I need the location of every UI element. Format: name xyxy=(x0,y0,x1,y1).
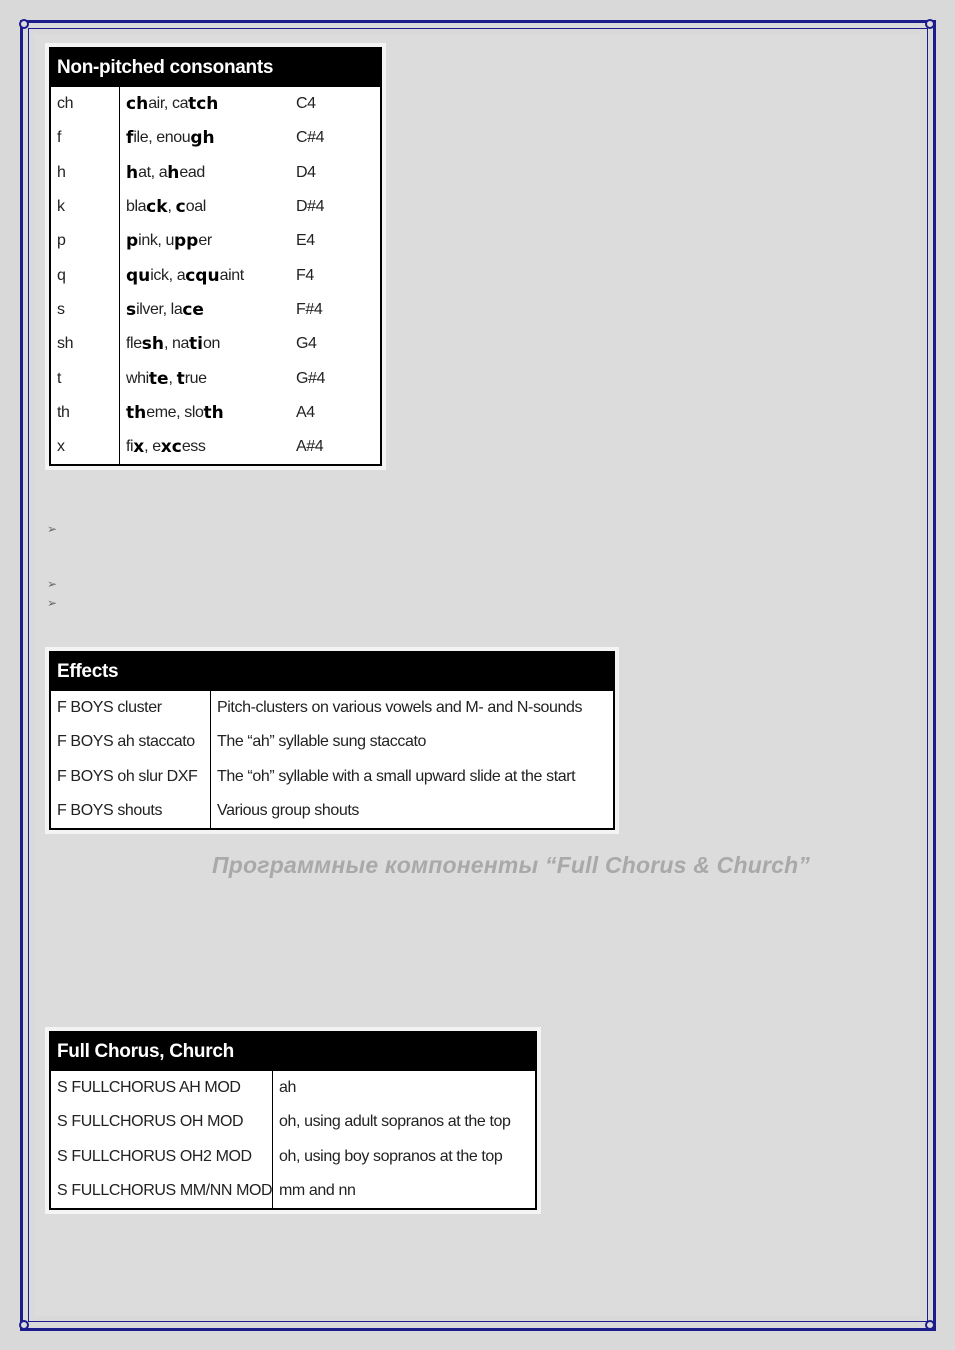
effect-description: The “ah” syllable sung staccato xyxy=(217,733,427,751)
consonant-example-highlight: qu xyxy=(126,265,151,286)
consonant-example-highlight: p xyxy=(126,231,139,252)
consonant-example-highlight: c xyxy=(175,197,186,218)
consonant-symbol: h xyxy=(57,163,66,181)
consonant-example-column xyxy=(120,87,290,464)
consonant-example-highlight: ck xyxy=(146,197,168,218)
consonant-example xyxy=(120,327,290,361)
consonant-note-column xyxy=(290,87,380,464)
effects-table-title: Effects xyxy=(51,653,613,691)
consonant-example-highlight: xc xyxy=(160,437,182,458)
chorus-table-title: Full Chorus, Church xyxy=(51,1033,535,1071)
frame-corner-ornament xyxy=(19,19,29,29)
consonant-example-text: at, a xyxy=(138,163,168,181)
consonant-example-highlight: ch xyxy=(126,94,149,115)
chorus-table xyxy=(49,1031,537,1210)
effects-table-body xyxy=(51,691,613,828)
consonant-symbol: x xyxy=(57,438,65,456)
chorus-patch-description: oh, using adult sopranos at the top xyxy=(279,1113,511,1131)
chorus-patch-description: ah xyxy=(279,1079,296,1097)
effect-description: Various group shouts xyxy=(217,802,360,820)
consonant-example xyxy=(120,361,290,395)
consonant-example-highlight: sh xyxy=(141,334,164,355)
consonant-note: G4 xyxy=(296,335,317,353)
consonant-symbol: ch xyxy=(57,95,74,113)
consonant-example xyxy=(120,258,290,292)
consonant-note: F4 xyxy=(296,266,314,284)
consonant-note: G#4 xyxy=(296,369,326,387)
consonant-example-text: eme, slo xyxy=(146,403,204,421)
consonants-table-title: Non-pitched consonants xyxy=(51,49,380,87)
consonant-example-highlight: f xyxy=(126,128,134,149)
consonant-symbol: s xyxy=(57,300,65,318)
consonant-example-text: rue xyxy=(184,369,207,387)
effect-name: F BOYS ah staccato xyxy=(57,733,195,751)
consonant-example-highlight: tch xyxy=(188,94,219,115)
consonant-example-text: ile, enou xyxy=(133,129,191,147)
consonant-example-text: , xyxy=(168,369,177,387)
effect-description: The “oh” syllable with a small upward slide at the start xyxy=(217,767,576,785)
chorus-patch-description: oh, using boy sopranos at the top xyxy=(279,1147,503,1165)
consonant-note: D4 xyxy=(296,163,316,181)
consonant-example-highlight: gh xyxy=(190,128,215,149)
consonant-example-highlight: h xyxy=(167,162,180,183)
consonant-example-text: air, ca xyxy=(148,95,189,113)
consonant-example-text: ess xyxy=(181,438,206,456)
consonant-symbol: sh xyxy=(57,335,74,353)
effect-description: Pitch-clusters on various vowels and M- and N-sounds xyxy=(217,699,583,717)
consonant-note: A#4 xyxy=(296,438,324,456)
effect-name: F BOYS oh slur DXF xyxy=(57,767,198,785)
consonant-example xyxy=(120,190,290,224)
consonant-example-text: whi xyxy=(126,369,149,387)
consonant-example-text: ink, u xyxy=(138,232,175,250)
consonant-example-text: bla xyxy=(126,198,147,216)
chorus-patch-name: S FULLCHORUS OH2 MOD xyxy=(57,1147,252,1165)
consonant-example-text: fi xyxy=(126,438,134,456)
consonant-example-notes-column xyxy=(120,87,380,464)
consonant-example xyxy=(120,224,290,258)
consonant-example-highlight: pp xyxy=(174,231,199,252)
consonant-note: F#4 xyxy=(296,300,323,318)
consonant-example-text: er xyxy=(198,232,212,250)
consonant-example xyxy=(120,396,290,430)
consonant-symbol: q xyxy=(57,266,66,284)
consonant-example xyxy=(120,293,290,327)
consonant-example-highlight: ce xyxy=(182,299,204,320)
section-heading: Программные компоненты “Full Chorus & Church” xyxy=(212,852,811,878)
consonant-example-highlight: th xyxy=(203,402,224,423)
consonant-example-text: oal xyxy=(185,198,206,216)
consonant-example xyxy=(120,87,290,121)
consonant-note: A4 xyxy=(296,403,315,421)
effect-name: F BOYS shouts xyxy=(57,802,163,820)
consonant-example-text: , e xyxy=(144,438,161,456)
bullet-arrow: ➢ xyxy=(47,522,58,536)
consonant-example xyxy=(120,156,290,190)
consonant-example-highlight: th xyxy=(126,402,147,423)
chorus-patch-name: S FULLCHORUS MM/NN MOD xyxy=(57,1182,273,1200)
effects-description-column xyxy=(211,691,613,828)
consonant-example-highlight: h xyxy=(126,162,139,183)
consonants-table xyxy=(49,47,382,466)
bullet-arrow: ➢ xyxy=(47,577,58,591)
chorus-description-column xyxy=(273,1071,535,1208)
consonant-example xyxy=(120,430,290,464)
frame-corner-ornament xyxy=(925,19,935,29)
frame-corner-ornament xyxy=(925,1320,935,1330)
consonant-example-highlight: t xyxy=(176,368,185,389)
chorus-table-body xyxy=(51,1071,535,1208)
consonant-note: C4 xyxy=(296,95,316,113)
effect-name: F BOYS cluster xyxy=(57,699,162,717)
consonants-table-body xyxy=(51,87,380,464)
chorus-patch-description: mm and nn xyxy=(279,1182,356,1200)
consonant-example-text: ick, a xyxy=(150,266,186,284)
effects-table xyxy=(49,651,615,830)
consonant-example-text: on xyxy=(203,335,220,353)
consonant-note: C#4 xyxy=(296,129,325,147)
chorus-name-column xyxy=(51,1071,273,1208)
chorus-patch-name: S FULLCHORUS OH MOD xyxy=(57,1113,244,1131)
effects-name-column xyxy=(51,691,211,828)
consonant-symbol: t xyxy=(57,369,62,387)
consonant-example-text: , xyxy=(167,198,176,216)
consonant-symbol: p xyxy=(57,232,66,250)
consonant-example-highlight: te xyxy=(148,368,169,389)
frame-corner-ornament xyxy=(19,1320,29,1330)
consonant-example xyxy=(120,121,290,155)
consonant-symbol: k xyxy=(57,198,65,216)
chorus-patch-name: S FULLCHORUS AH MOD xyxy=(57,1079,241,1097)
consonant-example-text: , na xyxy=(163,335,190,353)
consonant-note: D#4 xyxy=(296,198,325,216)
consonant-symbol: f xyxy=(57,129,62,147)
consonant-example-highlight: ti xyxy=(189,334,203,355)
consonant-example-text: fle xyxy=(126,335,142,353)
consonant-symbol: th xyxy=(57,403,70,421)
consonant-example-text: aint xyxy=(219,266,244,284)
consonant-symbol-column xyxy=(51,87,120,464)
bullet-arrow: ➢ xyxy=(47,596,58,610)
consonant-note: E4 xyxy=(296,232,315,250)
consonant-example-text: ead xyxy=(179,163,205,181)
consonant-example-highlight: s xyxy=(126,299,137,320)
consonant-example-text: ilver, la xyxy=(136,300,183,318)
consonant-example-highlight: x xyxy=(133,437,145,458)
consonant-example-highlight: cqu xyxy=(185,265,220,286)
